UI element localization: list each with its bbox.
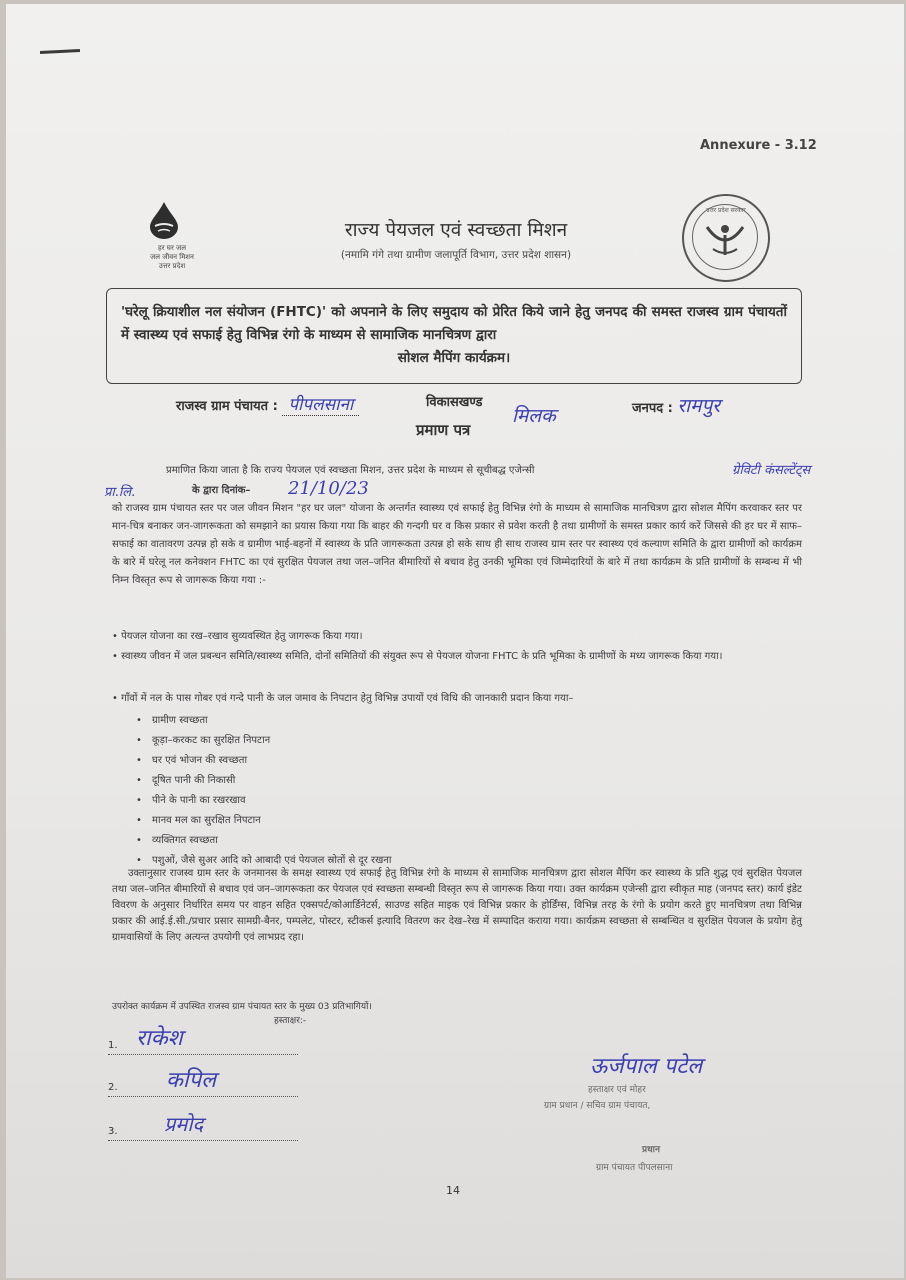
logo-caption-1: हर घर जल bbox=[158, 244, 186, 252]
bullet-3: • गाँवों में नल के पास गोबर एवं गन्दे पानी के जल जमाव के निपटान हेतु विभिन्न उपायों एवं विधि की जानकारी प्रदान किया गया– bbox=[112, 693, 574, 704]
certificate-title: प्रमाण पत्र bbox=[416, 421, 471, 439]
certificate-para-1-rest: को राजस्व ग्राम पंचायत स्तर पर जल जीवन मिशन "हर घर जल" योजना के अन्तर्गत स्वास्थ्य एवं सफाई हेतु विभिन्न रंगो के माध्यम से सामाजिक मानचित्रण द्वारा सोशल मैपिंग करवाकर स्तर पर मान-चित्र बनाकर जन-जागरूकता को समझाने का प्रयास किया गया कि बाहर की गन्दगी घर व किस प्रकार से प्रवेश करती है तथा ग्रामीणों के समस्त प्रकार कार्य करें जिससे की हर घर में साफ–सफाई का वातावरण उत्पन्न हो सके व ग्रामीण भाई-बहनों में स्वास्थ्य के प्रति जागरूकता उत्पन्न हो सके साथ ही साथ राजस्व ग्राम स्तर पर स्वास्थ्य एवं कल्याण समिति के द्वारा ग्रामीणों को कार्यक्रम के बारे में घरेलू नल कनेक्शन FHTC का एवं सुरक्षित पेयजल तथा जल–जनित बीमारियों से बचाव हेतु उनकी भूमिका एवं जिम्मेदारियों के बारे में तथा कार्यक्रम के प्रति ग्रामीणों के सम्बन्ध में भी निम्न विस्तृत रूप से जागरूक किया गया :- bbox=[112, 503, 802, 586]
sub-item: • पीने के पानी का रखरखाव bbox=[136, 795, 246, 806]
annexure-label: Annexure - 3.12 bbox=[700, 138, 817, 153]
vikaskhand-label: विकासखण्ड bbox=[426, 395, 483, 410]
signature-2: कपिल bbox=[166, 1068, 217, 1093]
stamp-line-3: प्रधान bbox=[642, 1145, 660, 1155]
gram-panchayat-field bbox=[176, 392, 359, 416]
janpad-value: रामपुर bbox=[677, 395, 721, 417]
signature-line-3: 3. bbox=[108, 1126, 298, 1141]
sub-item: • मानव मल का सुरक्षित निपटान bbox=[136, 815, 261, 826]
program-title-box bbox=[106, 288, 802, 384]
mission-subtitle: (नमामि गंगे तथा ग्रामीण जलापूर्ति विभाग, उत्तर प्रदेश शासन) bbox=[340, 249, 572, 261]
gram-panchayat-label: राजस्व ग्राम पंचायत : bbox=[176, 399, 278, 414]
bullet-1: • पेयजल योजना का रख–रखाव सुव्यवस्थित हेतु जागरूक किया गया। bbox=[112, 631, 363, 642]
pradhan-signature: ऊर्जपाल पटेल bbox=[590, 1054, 703, 1079]
water-drop-icon bbox=[144, 200, 184, 240]
emblem-text: उत्तर प्रदेश सरकार bbox=[706, 207, 746, 214]
signature-3: प्रमोद bbox=[164, 1112, 204, 1136]
mission-title: राज्य पेयजल एवं स्वच्छता मिशन bbox=[344, 219, 568, 241]
signature-1: राकेश bbox=[136, 1026, 183, 1051]
janpad-label: जनपद : bbox=[632, 401, 673, 416]
bullet-2: • स्वास्थ्य जीवन में जल प्रबन्धन समिति/स्वास्थ्य समिति, दोनों समितियों की संयुक्त रूप से पेयजल योजना FHTC के प्रति भूमिका के ग्रामीणों के मध्य जागरूक किया गया। bbox=[112, 651, 723, 662]
date-value: 21/10/23 bbox=[288, 478, 369, 499]
sub-item: • व्यक्तिगत स्वच्छता bbox=[136, 835, 218, 846]
up-government-emblem bbox=[682, 194, 770, 282]
vikaskhand-value: मिलक bbox=[512, 405, 556, 427]
logo-caption-3: उत्तर प्रदेश bbox=[158, 262, 186, 270]
pen-mark bbox=[40, 49, 80, 54]
janpad-field bbox=[632, 392, 720, 418]
sub-item: • कूड़ा–करकट का सुरक्षित निपटान bbox=[136, 735, 271, 746]
date-label: के द्वारा दिनांक– bbox=[192, 485, 251, 496]
participants-note: उपरोक्त कार्यक्रम में उपस्थित राजस्व ग्राम पंचायत स्तर के मुख्य 03 प्रतिभागियों। bbox=[112, 1002, 372, 1012]
gram-panchayat-value: पीपलसाना bbox=[282, 392, 359, 416]
stamp-line-2: ग्राम प्रधान / सचिव ग्राम पंचायत, bbox=[544, 1101, 651, 1111]
signatures-label: हस्ताक्षर:- bbox=[274, 1016, 307, 1026]
sub-item: • पशुओं, जैसे सुअर आदि को आबादी एवं पेयजल स्रोतों से दूर रखना bbox=[136, 855, 392, 866]
program-title-line-1: 'घरेलू क्रियाशील नल संयोजन (FHTC)' को अपनाने के लिए समुदाय को प्रेरित किये जाने हेतु जनपद की समस्त राजस्व ग्राम पंचायतों में स्वास्थ्य एवं सफाई हेतु विभिन्न रंगो के माध्यम से सामाजिक मानचित्रण द्वारा bbox=[121, 304, 787, 343]
certificate-para-2: उक्तानुसार राजस्व ग्राम स्तर के जनमानस के समक्ष स्वास्थ्य एवं सफाई हेतु विभिन्न रंगो के माध्यम से सामाजिक मानचित्रण द्वारा सोशल मैपिंग कर स्वास्थ्य के प्रति शुद्ध एवं सुरक्षित पेयजल तथा जल–जनित बीमारियों से बचाव एवं जन–जागरूकता कर पेयजल एवं स्वच्छता सम्बन्धी विस्तृत रूप से जागरूक किया गया। उक्त कार्यक्रम एजेन्सी द्वारा स्वीकृत माह (जनपद स्तर) कार्य इंडेट विवरण के अनुसार निर्धारित समय पर वाहन सहित एक्सपर्ट/कोआर्डिनेटर्स, साउण्ड सहित माइक एवं विभिन्न प्रकार के होर्डिंग्स, विभिन्न तरह के रंगो के प्रयोग करते हुए मानचित्रण तथा विभिन्न प्रकार की आई.ई.सी./प्रचार प्रसार सामग्री-बैनर, पम्पलेट, पोस्टर, स्टीकर्स इत्यादि वितरण कर देख–रेख में सम्पादित कराया गया। कार्यक्रम स्वच्छता से सम्बन्धित व सुरक्षित पेयजल के प्रयोग हेतु ग्रामवासियों के लिए अत्यन्त उपयोगी एवं लाभप्रद रहा। bbox=[112, 868, 802, 943]
sub-item: • घर एवं भोजन की स्वच्छता bbox=[136, 755, 248, 766]
signature-line-1: 1. bbox=[108, 1040, 298, 1055]
sub-item: • दूषित पानी की निकासी bbox=[136, 775, 236, 786]
stamp-line-1: हस्ताक्षर एवं मोहर bbox=[588, 1085, 646, 1095]
sub-item: • ग्रामीण स्वच्छता bbox=[136, 715, 208, 726]
document-page bbox=[6, 4, 904, 1278]
agency-handwritten: ग्रेविटी कंसल्टेंट्स bbox=[732, 463, 811, 478]
certificate-para-1-start: प्रमाणित किया जाता है कि राज्य पेयजल एवं स्वच्छता मिशन, उत्तर प्रदेश के माध्यम से सूचीबद्ध एजेन्सी bbox=[166, 465, 535, 476]
agency-handwritten-suffix: प्रा.लि. bbox=[104, 485, 136, 500]
emblem-icon bbox=[693, 205, 757, 269]
logo-caption-2: जल जीवन मिशन bbox=[150, 253, 194, 261]
signature-line-2: 2. bbox=[108, 1082, 298, 1097]
vikaskhand-field bbox=[426, 392, 483, 410]
stamp-line-4: ग्राम पंचायत पीपलसाना bbox=[596, 1163, 673, 1173]
har-ghar-jal-logo bbox=[140, 200, 200, 274]
program-title-line-2: सोशल मैपिंग कार्यक्रम। bbox=[397, 350, 511, 366]
page-number: 14 bbox=[446, 1184, 460, 1197]
